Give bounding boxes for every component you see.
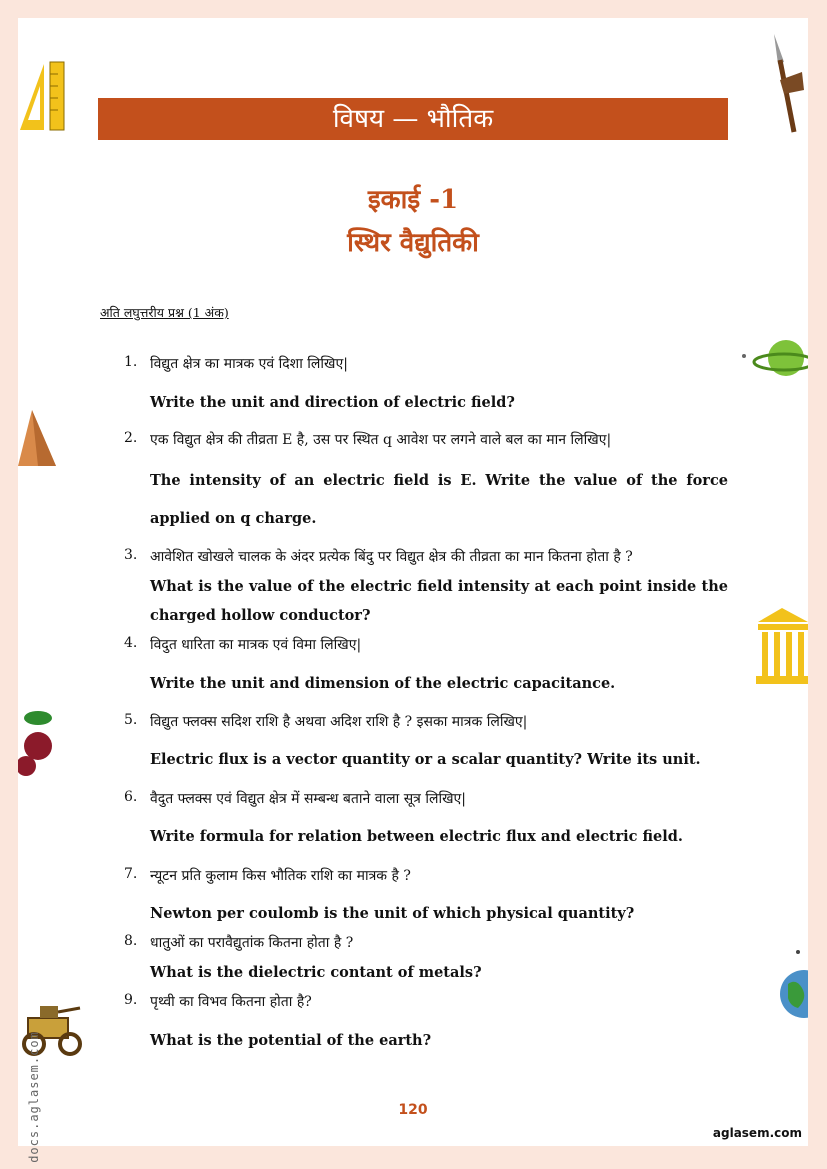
document-page	[18, 18, 808, 1146]
question-hindi-text: विदुत धारिता का मात्रक एवं विमा लिखिए|	[150, 637, 362, 653]
question-9-english: What is the potential of the earth?	[150, 1032, 432, 1049]
question-hindi-text: आवेशित खोखले चालक के अंदर प्रत्येक बिंदु पर विद्युत क्षेत्र की तीव्रता का मान कितना होता है ?	[150, 549, 633, 565]
section-heading: अति लघुत्तरीय प्रश्न (1 अंक)	[100, 305, 229, 320]
question-number: 7.	[124, 866, 138, 882]
question-number: 9.	[124, 992, 138, 1008]
greek-temple-icon	[756, 608, 808, 686]
question-number: 5.	[124, 712, 138, 728]
question-hindi-text: पृथ्वी का विभव कितना होता है?	[150, 994, 312, 1010]
question-number: 1.	[124, 354, 138, 370]
question-2-english: The intensity of an electric field is E. Write the value of the force applied on q charge.	[150, 472, 728, 527]
page-number: 120	[398, 1102, 428, 1118]
question-number: 4.	[124, 635, 138, 651]
question-8-english: What is the dielectric contant of metals?	[150, 964, 482, 981]
question-4-english: Write the unit and dimension of the electric capacitance.	[150, 675, 616, 692]
question-5-english: Electric flux is a vector quantity or a scalar quantity? Write its unit.	[150, 751, 701, 768]
unit-title: स्थिर वैद्युतिकी	[347, 228, 479, 258]
globe-icon	[778, 948, 808, 1020]
site-watermark[interactable]: aglasem.com	[712, 1126, 802, 1140]
pyramid-icon	[18, 410, 58, 468]
question-1-english: Write the unit and direction of electric field?	[150, 394, 515, 411]
question-number: 3.	[124, 547, 138, 563]
unit-number: इकाई -1	[367, 185, 459, 215]
question-6-english: Write formula for relation between electric flux and electric field.	[150, 828, 683, 845]
question-hindi-text: धातुओं का परावैद्युतांक कितना होता है ?	[150, 935, 354, 951]
question-hindi-text: विद्युत फ्लक्स सदिश राशि है अथवा अदिश राशि है ? इसका मात्रक लिखिए|	[150, 714, 528, 730]
cherries-icon	[18, 708, 58, 778]
subject-banner: विषय — भौतिक	[98, 98, 728, 140]
question-number: 6.	[124, 789, 138, 805]
planet-saturn-icon	[740, 334, 808, 384]
question-7-english: Newton per coulomb is the unit of which physical quantity?	[150, 905, 635, 922]
spear-axe-icon	[766, 34, 806, 134]
vertical-watermark: docs.aglasem.com	[26, 1031, 41, 1163]
question-number: 8.	[124, 933, 138, 949]
ruler-set-square-icon	[18, 60, 68, 132]
question-number: 2.	[124, 430, 138, 446]
question-hindi-text: एक विद्युत क्षेत्र की तीव्रता E है, उस पर स्थित q आवेश पर लगने वाले बल का मान लिखिए|	[150, 432, 612, 448]
question-hindi-text: वैदुत फ्लक्स एवं विद्युत क्षेत्र में सम्बन्ध बताने वाला सूत्र लिखिए|	[150, 791, 466, 807]
question-hindi-text: न्यूटन प्रति कुलाम किस भौतिक राशि का मात्रक है ?	[150, 868, 411, 884]
question-3-english: What is the value of the electric field intensity at each point inside the charged hollow conductor?	[150, 578, 728, 624]
question-hindi-text: विद्युत क्षेत्र का मात्रक एवं दिशा लिखिए|	[150, 356, 348, 372]
